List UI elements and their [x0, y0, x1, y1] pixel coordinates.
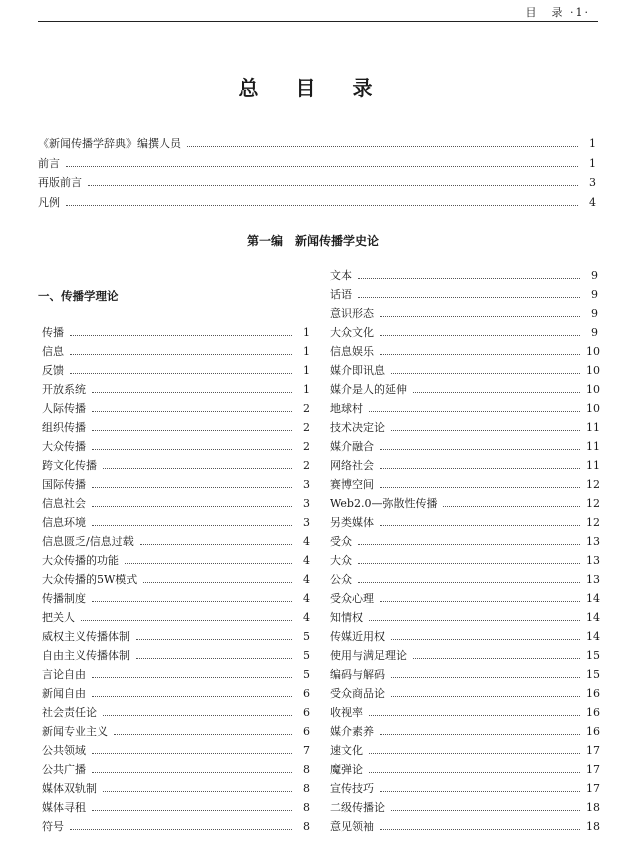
toc-entry — [330, 684, 598, 703]
dot-leader — [92, 772, 292, 773]
toc-entry — [330, 304, 598, 323]
toc-entry — [330, 722, 598, 741]
toc-entry-title: 国际传播 — [42, 478, 86, 491]
toc-entry-page: 12 — [586, 516, 600, 529]
toc-entry — [42, 665, 310, 684]
toc-entry-title: 收视率 — [330, 706, 363, 719]
toc-entry-page: 4 — [303, 573, 310, 586]
toc-entry-title: 受众商品论 — [330, 687, 385, 700]
dot-leader — [369, 772, 580, 773]
toc-entry — [42, 608, 310, 627]
toc-entry-page: 8 — [303, 763, 310, 776]
toc-entry — [330, 475, 598, 494]
toc-entry-page: 11 — [586, 459, 600, 472]
toc-entry-page: 12 — [586, 497, 600, 510]
dot-leader — [187, 146, 578, 147]
dot-leader — [92, 677, 292, 678]
front-matter-list — [38, 134, 596, 212]
toc-entry-page: 10 — [586, 345, 600, 358]
toc-entry — [42, 418, 310, 437]
toc-entry-title: 信息环境 — [42, 516, 86, 529]
toc-entry — [330, 627, 598, 646]
toc-entry-page: 18 — [586, 801, 600, 814]
toc-entry-title: 公众 — [330, 573, 352, 586]
toc-entry-page: 10 — [586, 364, 600, 377]
toc-entry-title: 组织传播 — [42, 421, 86, 434]
toc-entry-title: 传播制度 — [42, 592, 86, 605]
toc-entry — [42, 741, 310, 760]
toc-entry — [330, 798, 598, 817]
toc-entry — [42, 437, 310, 456]
dot-leader — [413, 392, 580, 393]
toc-entry — [42, 817, 310, 836]
toc-entry-page: 12 — [586, 478, 600, 491]
dot-leader — [143, 582, 292, 583]
dot-leader — [140, 544, 292, 545]
toc-entry — [42, 779, 310, 798]
toc-entry-page: 3 — [303, 516, 310, 529]
dot-leader — [92, 525, 292, 526]
toc-entry-page: 15 — [586, 649, 600, 662]
toc-entry-page: 17 — [586, 744, 600, 757]
dot-leader — [369, 620, 580, 621]
dot-leader — [70, 373, 292, 374]
toc-entry-title: 传播 — [42, 326, 64, 339]
dot-leader — [92, 449, 292, 450]
dot-leader — [380, 316, 580, 317]
toc-entry-page: 8 — [303, 782, 310, 795]
toc-entry-title: 意识形态 — [330, 307, 374, 320]
dot-leader — [92, 810, 292, 811]
header-text: 目 录 ·1· — [525, 6, 590, 19]
toc-entry-title: 媒体寻租 — [42, 801, 86, 814]
toc-entry — [42, 323, 310, 342]
toc-entry-title: 符号 — [42, 820, 64, 833]
toc-entry-page: 10 — [586, 383, 600, 396]
toc-entry-page: 8 — [303, 801, 310, 814]
toc-entry-page: 9 — [591, 269, 598, 282]
left-column-list — [42, 323, 310, 836]
toc-entry-title: 媒介融合 — [330, 440, 374, 453]
toc-entry — [38, 134, 596, 154]
toc-entry-title: 宣传技巧 — [330, 782, 374, 795]
toc-entry-title: 文本 — [330, 269, 352, 282]
toc-entry-page: 6 — [303, 687, 310, 700]
dot-leader — [369, 753, 580, 754]
toc-entry-title: 公共领域 — [42, 744, 86, 757]
toc-entry — [38, 193, 596, 213]
dot-leader — [92, 601, 292, 602]
toc-entry — [330, 589, 598, 608]
toc-entry-page: 14 — [586, 592, 600, 605]
toc-entry-title: 把关人 — [42, 611, 75, 624]
toc-entry-page: 16 — [586, 725, 600, 738]
toc-entry-title: Web2.0—弥散性传播 — [330, 497, 438, 510]
toc-entry-title: 传媒近用权 — [330, 630, 385, 643]
dot-leader — [391, 639, 580, 640]
dot-leader — [92, 392, 292, 393]
toc-entry-page: 4 — [303, 535, 310, 548]
dot-leader — [380, 354, 580, 355]
dot-leader — [92, 506, 292, 507]
dot-leader — [92, 696, 292, 697]
toc-entry-title: 使用与满足理论 — [330, 649, 407, 662]
toc-entry-page: 7 — [303, 744, 310, 757]
toc-entry — [330, 437, 598, 456]
toc-entry — [42, 456, 310, 475]
dot-leader — [380, 829, 580, 830]
toc-entry — [330, 494, 598, 513]
toc-entry — [38, 173, 596, 193]
toc-entry-title: 二级传播论 — [330, 801, 385, 814]
toc-entry-title: 言论自由 — [42, 668, 86, 681]
toc-entry — [330, 266, 598, 285]
toc-entry-page: 2 — [303, 459, 310, 472]
toc-entry-page: 9 — [591, 307, 598, 320]
dot-leader — [136, 639, 292, 640]
toc-entry-page: 2 — [303, 440, 310, 453]
toc-entry-page: 1 — [589, 137, 596, 150]
toc-entry — [42, 399, 310, 418]
toc-entry-title: 《新闻传播学辞典》编撰人员 — [38, 137, 181, 150]
toc-entry-title: 再版前言 — [38, 176, 82, 189]
dot-leader — [380, 487, 580, 488]
dot-leader — [358, 278, 580, 279]
toc-entry-page: 14 — [586, 611, 600, 624]
toc-entry-title: 意见领袖 — [330, 820, 374, 833]
toc-entry-title: 媒体双轨制 — [42, 782, 97, 795]
toc-entry — [330, 703, 598, 722]
right-column-list — [330, 266, 598, 836]
toc-entry-title: 新闻专业主义 — [42, 725, 108, 738]
toc-entry-page: 3 — [303, 497, 310, 510]
toc-entry — [330, 380, 598, 399]
toc-entry — [330, 608, 598, 627]
toc-entry-title: 大众传播的5W模式 — [42, 573, 138, 586]
toc-entry-title: 受众 — [330, 535, 352, 548]
toc-entry-title: 魔弹论 — [330, 763, 363, 776]
toc-entry — [330, 323, 598, 342]
dot-leader — [391, 810, 580, 811]
toc-entry — [38, 154, 596, 174]
dot-leader — [380, 791, 580, 792]
toc-entry — [42, 342, 310, 361]
toc-entry — [330, 399, 598, 418]
toc-entry — [330, 285, 598, 304]
toc-entry-title: 网络社会 — [330, 459, 374, 472]
toc-entry-title: 反馈 — [42, 364, 64, 377]
dot-leader — [358, 582, 580, 583]
toc-entry-title: 地球村 — [330, 402, 363, 415]
toc-entry-page: 11 — [586, 440, 600, 453]
toc-entry-title: 新闻自由 — [42, 687, 86, 700]
toc-entry — [42, 570, 310, 589]
toc-entry — [42, 684, 310, 703]
toc-entry-page: 4 — [303, 592, 310, 605]
toc-entry-page: 4 — [303, 554, 310, 567]
toc-entry-page: 9 — [591, 288, 598, 301]
toc-entry-title: 信息 — [42, 345, 64, 358]
toc-entry-title: 大众文化 — [330, 326, 374, 339]
toc-entry-title: 信息匮乏/信息过载 — [42, 535, 134, 548]
toc-entry — [330, 646, 598, 665]
dot-leader — [92, 411, 292, 412]
toc-entry — [42, 532, 310, 551]
dot-leader — [70, 354, 292, 355]
dot-leader — [413, 658, 580, 659]
toc-entry-page: 6 — [303, 725, 310, 738]
toc-entry-title: 另类媒体 — [330, 516, 374, 529]
toc-entry-title: 信息社会 — [42, 497, 86, 510]
toc-entry-page: 17 — [586, 782, 600, 795]
toc-entry — [330, 665, 598, 684]
dot-leader — [70, 335, 292, 336]
dot-leader — [391, 696, 580, 697]
toc-entry — [330, 456, 598, 475]
toc-entry-page: 1 — [303, 383, 310, 396]
dot-leader — [66, 166, 578, 167]
section-title: 一、传播学理论 — [38, 289, 119, 303]
dot-leader — [380, 468, 580, 469]
toc-entry-title: 话语 — [330, 288, 352, 301]
toc-entry — [42, 627, 310, 646]
toc-entry-title: 开放系统 — [42, 383, 86, 396]
toc-entry-page: 2 — [303, 402, 310, 415]
toc-entry-page: 16 — [586, 687, 600, 700]
dot-leader — [125, 563, 292, 564]
dot-leader — [66, 205, 578, 206]
dot-leader — [92, 487, 292, 488]
toc-entry-page: 15 — [586, 668, 600, 681]
toc-entry — [42, 380, 310, 399]
toc-entry — [330, 779, 598, 798]
toc-entry — [42, 798, 310, 817]
toc-entry-page: 1 — [589, 156, 596, 170]
dot-leader — [391, 430, 580, 431]
toc-entry-page: 5 — [303, 668, 310, 681]
toc-entry — [42, 361, 310, 380]
toc-entry — [42, 589, 310, 608]
toc-entry-title: 技术决定论 — [330, 421, 385, 434]
toc-entry-page: 3 — [589, 176, 596, 189]
dot-leader — [391, 677, 580, 678]
dot-leader — [380, 335, 580, 336]
toc-entry — [330, 342, 598, 361]
toc-entry-title: 速文化 — [330, 744, 363, 757]
dot-leader — [92, 753, 292, 754]
toc-entry-page: 4 — [589, 195, 596, 209]
dot-leader — [380, 601, 580, 602]
toc-entry-title: 信息娱乐 — [330, 345, 374, 358]
dot-leader — [92, 430, 292, 431]
toc-entry-title: 威权主义传播体制 — [42, 630, 130, 643]
toc-entry — [42, 646, 310, 665]
toc-entry — [42, 513, 310, 532]
toc-entry — [330, 418, 598, 437]
toc-entry-title: 跨文化传播 — [42, 459, 97, 472]
toc-entry-title: 赛博空间 — [330, 478, 374, 491]
toc-entry-page: 13 — [586, 554, 600, 567]
toc-entry-page: 1 — [303, 364, 310, 377]
dot-leader — [358, 563, 580, 564]
toc-entry — [330, 551, 598, 570]
toc-entry-title: 前言 — [38, 156, 60, 170]
dot-leader — [136, 658, 292, 659]
toc-entry-title: 公共广播 — [42, 763, 86, 776]
dot-leader — [114, 734, 292, 735]
toc-entry-title: 大众传播的功能 — [42, 554, 119, 567]
toc-entry-page: 9 — [591, 326, 598, 339]
toc-entry — [42, 551, 310, 570]
toc-entry — [330, 513, 598, 532]
toc-entry — [42, 760, 310, 779]
toc-entry-title: 大众传播 — [42, 440, 86, 453]
page-title: 总 目 录 — [238, 76, 388, 100]
toc-entry — [330, 741, 598, 760]
toc-entry — [42, 494, 310, 513]
toc-entry-page: 10 — [586, 402, 600, 415]
toc-entry-page: 14 — [586, 630, 600, 643]
toc-entry-title: 编码与解码 — [330, 668, 385, 681]
toc-entry — [330, 570, 598, 589]
toc-entry-title: 凡例 — [38, 195, 60, 209]
toc-entry-page: 5 — [303, 649, 310, 662]
toc-entry-title: 自由主义传播体制 — [42, 649, 130, 662]
dot-leader — [369, 411, 580, 412]
toc-entry — [330, 817, 598, 836]
toc-entry — [42, 475, 310, 494]
toc-entry-page: 4 — [303, 611, 310, 624]
toc-entry — [330, 532, 598, 551]
toc-entry-title: 媒介是人的延伸 — [330, 383, 407, 396]
toc-entry-title: 大众 — [330, 554, 352, 567]
toc-entry-page: 2 — [303, 421, 310, 434]
toc-entry-page: 13 — [586, 573, 600, 586]
dot-leader — [369, 715, 580, 716]
dot-leader — [103, 791, 292, 792]
toc-entry-page: 17 — [586, 763, 600, 776]
toc-entry-title: 媒介即讯息 — [330, 364, 385, 377]
dot-leader — [70, 829, 292, 830]
dot-leader — [358, 544, 580, 545]
toc-entry-page: 18 — [586, 820, 600, 833]
toc-entry-title: 人际传播 — [42, 402, 86, 415]
toc-entry — [42, 703, 310, 722]
toc-entry-page: 1 — [303, 326, 310, 339]
toc-entry-page: 13 — [586, 535, 600, 548]
toc-entry-page: 3 — [303, 478, 310, 491]
toc-entry-page: 16 — [586, 706, 600, 719]
dot-leader — [391, 373, 580, 374]
dot-leader — [88, 185, 578, 186]
dot-leader — [103, 715, 292, 716]
toc-entry-page: 1 — [303, 345, 310, 358]
toc-entry-title: 社会责任论 — [42, 706, 97, 719]
dot-leader — [103, 468, 292, 469]
toc-entry-title: 媒介素养 — [330, 725, 374, 738]
toc-entry — [330, 361, 598, 380]
toc-entry-title: 知情权 — [330, 611, 363, 624]
dot-leader — [81, 620, 292, 621]
toc-entry-page: 5 — [303, 630, 310, 643]
toc-entry-page: 6 — [303, 706, 310, 719]
dot-leader — [380, 449, 580, 450]
toc-entry — [330, 760, 598, 779]
toc-entry-title: 受众心理 — [330, 592, 374, 605]
toc-entry-page: 11 — [586, 421, 600, 434]
dot-leader — [380, 525, 580, 526]
dot-leader — [443, 506, 580, 507]
dot-leader — [358, 297, 580, 298]
toc-entry-page: 8 — [303, 820, 310, 833]
dot-leader — [380, 734, 580, 735]
part-title: 第一编 新闻传播学史论 — [246, 234, 379, 248]
toc-entry — [42, 722, 310, 741]
running-header — [38, 0, 598, 22]
